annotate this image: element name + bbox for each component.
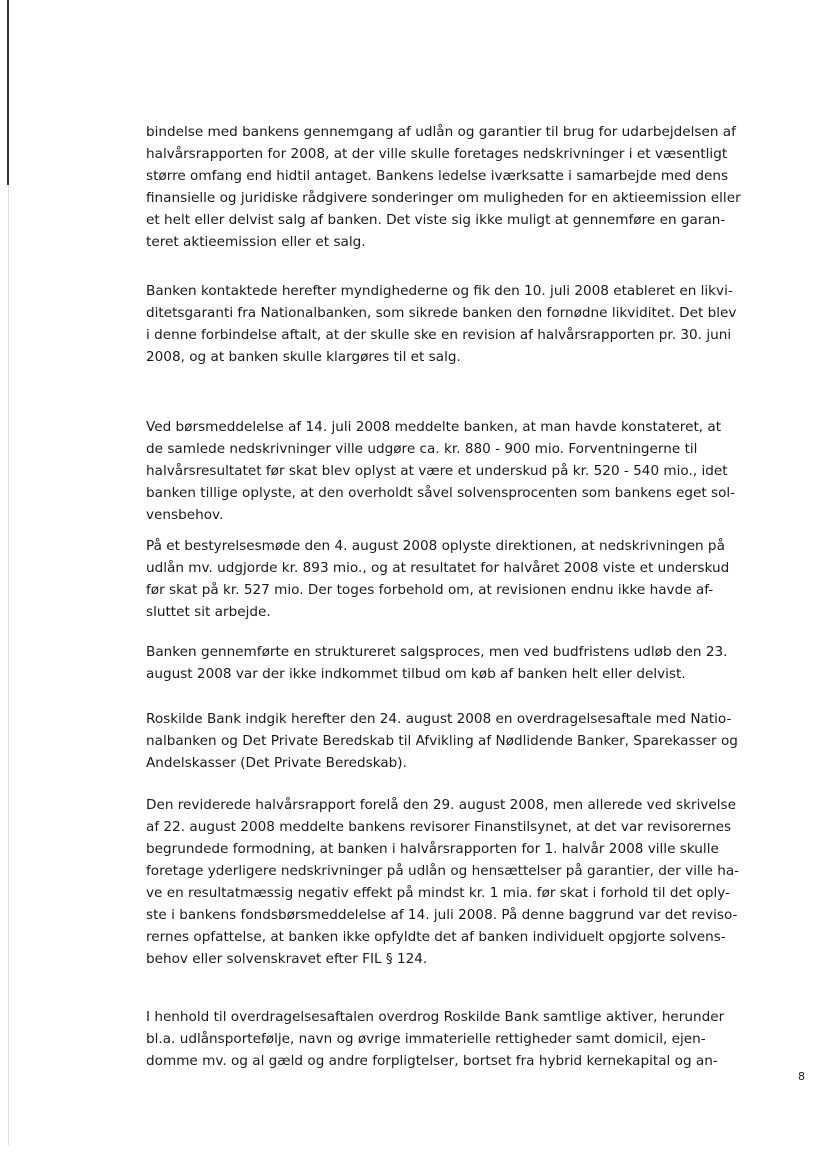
paragraph: [146, 416, 735, 526]
text-line: bindelse med bankens gennemgang af udlån og garantier til brug for udarbejdelsen af: [146, 124, 736, 140]
paragraph: [146, 535, 729, 623]
paragraph: [146, 708, 738, 774]
text-line: før skat på kr. 527 mio. Der toges forbehold om, at revisionen endnu ikke havde af-: [146, 582, 714, 598]
text-line: Banken kontaktede herefter myndighederne og fik den 10. juli 2008 etableret en likvi-: [146, 283, 733, 299]
text-line: Ved børsmeddelelse af 14. juli 2008 meddelte banken, at man havde konstateret, at: [146, 419, 722, 435]
scan-edge-faint: [8, 185, 9, 1145]
paragraph: [146, 1006, 724, 1072]
text-line: behov eller solvenskravet efter FIL § 124.: [146, 951, 428, 967]
paragraph: [146, 121, 741, 253]
text-line: udlån mv. udgjorde kr. 893 mio., og at resultatet for halvåret 2008 viste et underskud: [146, 560, 730, 576]
text-line: halvårsresultatet før skat blev oplyst at være et underskud på kr. 520 - 540 mio., idet: [146, 463, 728, 479]
text-line: vensbehov.: [146, 507, 224, 523]
text-line: Andelskasser (Det Private Beredskab).: [146, 755, 407, 771]
text-line: I henhold til overdragelsesaftalen overdrog Roskilde Bank samtlige aktiver, herunder: [146, 1009, 725, 1025]
scan-edge-line: [7, 0, 9, 185]
text-line: finansielle og juridiske rådgivere sonderinger om muligheden for en aktieemission eller: [146, 190, 741, 206]
text-line: Den reviderede halvårsrapport forelå den 29. august 2008, men allerede ved skrivelse: [146, 797, 736, 813]
text-line: de samlede nedskrivninger ville udgøre ca. kr. 880 - 900 mio. Forventningerne til: [146, 441, 698, 457]
text-line: større omfang end hidtil antaget. Bankens ledelse iværksatte i samarbejde med dens: [146, 168, 729, 184]
text-line: af 22. august 2008 meddelte bankens revisorer Finanstilsynet, at det var revisorernes: [146, 819, 732, 835]
paragraph: [146, 280, 736, 368]
text-line: rernes opfattelse, at banken ikke opfyldte det af banken individuelt opgjorte solvens-: [146, 929, 726, 945]
paragraph: [146, 641, 727, 685]
text-line: ditetsgaranti fra Nationalbanken, som sikrede banken den fornødne likviditet. Det blev: [146, 305, 737, 321]
text-line: Banken gennemførte en struktureret salgsproces, men ved budfristens udløb den 23.: [146, 644, 728, 660]
paragraph: [146, 794, 739, 970]
text-line: august 2008 var der ikke indkommet tilbud om køb af banken helt eller delvist.: [146, 666, 686, 682]
text-line: foretage yderligere nedskrivninger på udlån og hensættelser på garantier, der ville ha-: [146, 863, 740, 879]
text-line: halvårsrapporten for 2008, at der ville skulle foretages nedskrivninger i et væsentligt: [146, 146, 728, 162]
text-line: Roskilde Bank indgik herefter den 24. august 2008 en overdragelsesaftale med Natio-: [146, 711, 732, 727]
text-line: begrundede formodning, at banken i halvårsrapporten for 1. halvår 2008 ville skulle: [146, 841, 719, 857]
text-line: nalbanken og Det Private Beredskab til Afvikling af Nødlidende Banker, Sparekasser og: [146, 733, 738, 749]
text-line: sluttet sit arbejde.: [146, 604, 271, 620]
text-line: ve en resultatmæssig negativ effekt på mindst kr. 1 mia. før skat i forhold til det oply-: [146, 885, 730, 901]
text-line: 2008, og at banken skulle klargøres til et salg.: [146, 349, 461, 365]
text-line: På et bestyrelsesmøde den 4. august 2008 oplyste direktionen, at nedskrivningen på: [146, 538, 725, 554]
text-line: teret aktieemission eller et salg.: [146, 234, 366, 250]
text-line: domme mv. og al gæld og andre forpligtelser, bortset fra hybrid kernekapital og an-: [146, 1053, 718, 1069]
text-line: i denne forbindelse aftalt, at der skulle ske en revision af halvårsrapporten pr. 30. juni: [146, 327, 732, 343]
text-line: bl.a. udlånsportefølje, navn og øvrige immaterielle rettigheder samt domicil, ejen-: [146, 1031, 706, 1047]
text-line: ste i bankens fondsbørsmeddelelse af 14. juli 2008. På denne baggrund var det reviso-: [146, 907, 738, 923]
text-line: et helt eller delvist salg af banken. Det viste sig ikke muligt at gennemføre en garan-: [146, 212, 726, 228]
text-line: banken tillige oplyste, at den overholdt såvel solvensprocenten som bankens eget sol-: [146, 485, 736, 501]
page-number: 8: [798, 1070, 805, 1083]
